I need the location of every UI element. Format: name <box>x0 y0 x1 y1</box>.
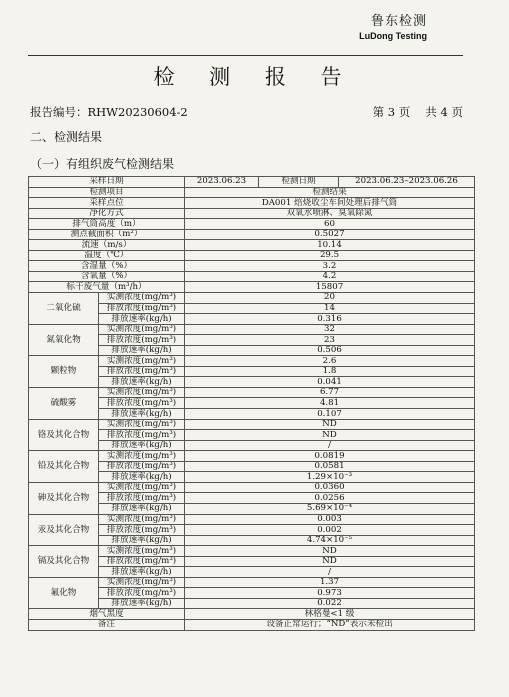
metric-label: 排放速率(kg/h) <box>99 409 185 420</box>
metric-value: / <box>185 567 475 578</box>
results-table <box>28 176 475 631</box>
metric-label: 排放浓度(mg/m³) <box>99 335 185 346</box>
table-row <box>29 208 475 219</box>
footer-label: 备注 <box>29 619 185 630</box>
table-row <box>29 546 475 557</box>
metric-value: 0.003 <box>185 514 475 525</box>
table-row <box>29 419 475 430</box>
pollutant-name: 汞及其化合物 <box>29 514 99 546</box>
param-value: 0.5027 <box>185 229 475 240</box>
metric-label: 实测浓度(mg/m³) <box>99 324 185 335</box>
metric-value: 0.041 <box>185 377 475 388</box>
table-row <box>29 271 475 282</box>
pollutant-name: 镉及其化合物 <box>29 546 99 578</box>
pollutant-name: 颗粒物 <box>29 356 99 388</box>
metric-label: 实测浓度(mg/m³) <box>99 293 185 304</box>
item-header: 检测项目 <box>29 187 185 198</box>
metric-value: ND <box>185 419 475 430</box>
metric-label: 排放浓度(mg/m³) <box>99 398 185 409</box>
metric-value: 20 <box>185 293 475 304</box>
subsection-heading: （一）有组织废气检测结果 <box>30 157 175 171</box>
metric-value: 1.8 <box>185 366 475 377</box>
metric-label: 实测浓度(mg/m³) <box>99 451 185 462</box>
brand-block <box>359 10 427 41</box>
table-row <box>29 609 475 620</box>
param-label: 测点截面积（m²） <box>29 229 185 240</box>
pollutant-name: 氟化物 <box>29 577 99 609</box>
param-label: 含氧量（%） <box>29 271 185 282</box>
table-row <box>29 187 475 198</box>
table-row <box>29 451 475 462</box>
page-indicator: 第 3 页 共 4 页 <box>372 105 463 119</box>
metric-label: 排放浓度(mg/m³) <box>99 525 185 536</box>
metric-label: 排放速率(kg/h) <box>99 567 185 578</box>
sampling-date-label: 采样日期 <box>29 177 185 188</box>
table-row <box>29 324 475 335</box>
table-row <box>29 293 475 304</box>
param-value: DA001 焙烧收尘车间处理后排气筒 <box>185 198 475 209</box>
metric-value: 4.74×10⁻⁵ <box>185 535 475 546</box>
pollutant-name: 氮氧化物 <box>29 324 99 356</box>
metric-label: 排放浓度(mg/m³) <box>99 430 185 441</box>
table-row <box>29 177 475 188</box>
param-label: 排气筒高度（m） <box>29 219 185 230</box>
metric-value: 0.0819 <box>185 451 475 462</box>
table-row <box>29 229 475 240</box>
metric-value: 0.0581 <box>185 461 475 472</box>
table-row <box>29 514 475 525</box>
sampling-date-value: 2023.06.23 <box>185 177 259 188</box>
report-number: 报告编号：RHW20230604-2 <box>30 105 188 119</box>
table-row <box>29 219 475 230</box>
metric-label: 排放浓度(mg/m³) <box>99 556 185 567</box>
table-row <box>29 577 475 588</box>
metric-value: 0.506 <box>185 345 475 356</box>
metric-label: 实测浓度(mg/m³) <box>99 356 185 367</box>
param-label: 流速（m/s） <box>29 240 185 251</box>
metric-label: 实测浓度(mg/m³) <box>99 514 185 525</box>
pollutant-name: 二氧化硫 <box>29 293 99 325</box>
metric-label: 排放浓度(mg/m³) <box>99 588 185 599</box>
table-row <box>29 198 475 209</box>
metric-value: ND <box>185 430 475 441</box>
test-date-value: 2023.06.23–2023.06.26 <box>339 177 475 188</box>
pollutant-name: 硫酸雾 <box>29 387 99 419</box>
param-value: 10.14 <box>185 240 475 251</box>
metric-label: 排放浓度(mg/m³) <box>99 366 185 377</box>
metric-value: 1.37 <box>185 577 475 588</box>
param-label: 温度（℃） <box>29 250 185 261</box>
metric-label: 排放速率(kg/h) <box>99 345 185 356</box>
table-row <box>29 261 475 272</box>
metric-label: 排放浓度(mg/m³) <box>99 493 185 504</box>
table-row <box>29 282 475 293</box>
brand-name-en: LuDong Testing <box>359 31 427 41</box>
header-rule <box>28 55 463 56</box>
metric-value: 4.81 <box>185 398 475 409</box>
param-value: 29.5 <box>185 250 475 261</box>
table-row <box>29 356 475 367</box>
metric-value: 0.316 <box>185 314 475 325</box>
param-label: 含湿量（%） <box>29 261 185 272</box>
result-header: 检测结果 <box>185 187 475 198</box>
metric-label: 实测浓度(mg/m³) <box>99 546 185 557</box>
pollutant-name: 铅及其化合物 <box>29 451 99 483</box>
metric-label: 实测浓度(mg/m³) <box>99 482 185 493</box>
param-label: 净化方式 <box>29 208 185 219</box>
metric-value: 2.6 <box>185 356 475 367</box>
footer-label: 烟气黑度 <box>29 609 185 620</box>
param-label: 标干废气量（m³/h） <box>29 282 185 293</box>
metric-value: 0.0256 <box>185 493 475 504</box>
metric-label: 实测浓度(mg/m³) <box>99 577 185 588</box>
param-value: 60 <box>185 219 475 230</box>
metric-label: 排放浓度(mg/m³) <box>99 303 185 314</box>
footer-value: 设备正常运行；“ND”表示未检出 <box>185 619 475 630</box>
metric-label: 排放速率(kg/h) <box>99 503 185 514</box>
metric-value: 32 <box>185 324 475 335</box>
table-row <box>29 250 475 261</box>
param-value: 3.2 <box>185 261 475 272</box>
brand-name-cn: 鲁东检测 <box>370 14 427 29</box>
metric-value: ND <box>185 546 475 557</box>
metric-label: 实测浓度(mg/m³) <box>99 419 185 430</box>
metric-label: 排放浓度(mg/m³) <box>99 461 185 472</box>
metric-value: 1.29×10⁻³ <box>185 472 475 483</box>
metric-label: 排放速率(kg/h) <box>99 598 185 609</box>
table-row <box>29 482 475 493</box>
metric-value: 0.973 <box>185 588 475 599</box>
metric-value: 0.002 <box>185 525 475 536</box>
param-value: 4.2 <box>185 271 475 282</box>
param-value: 双氧水喷淋、臭氧除氮 <box>185 208 475 219</box>
pollutant-name: 砷及其化合物 <box>29 482 99 514</box>
metric-label: 排放速率(kg/h) <box>99 472 185 483</box>
metric-value: 0.022 <box>185 598 475 609</box>
table-row <box>29 387 475 398</box>
metric-label: 实测浓度(mg/m³) <box>99 387 185 398</box>
metric-value: 0.0360 <box>185 482 475 493</box>
pollutant-name: 铬及其化合物 <box>29 419 99 451</box>
metric-value: / <box>185 440 475 451</box>
param-label: 采样点位 <box>29 198 185 209</box>
metric-label: 排放速率(kg/h) <box>99 440 185 451</box>
param-value: 15807 <box>185 282 475 293</box>
metric-label: 排放速率(kg/h) <box>99 314 185 325</box>
metric-value: 14 <box>185 303 475 314</box>
footer-value: 林格曼<1 级 <box>185 609 475 620</box>
metric-value: 6.77 <box>185 387 475 398</box>
report-title: 检 测 报 告 <box>153 65 356 89</box>
table-row <box>29 240 475 251</box>
metric-value: 23 <box>185 335 475 346</box>
metric-value: 5.69×10⁻⁴ <box>185 503 475 514</box>
section-heading: 二、检测结果 <box>30 130 103 144</box>
table-row <box>29 619 475 630</box>
metric-value: ND <box>185 556 475 567</box>
metric-label: 排放速率(kg/h) <box>99 377 185 388</box>
test-date-label: 检测日期 <box>259 177 339 188</box>
metric-label: 排放速率(kg/h) <box>99 535 185 546</box>
metric-value: 0.107 <box>185 409 475 420</box>
